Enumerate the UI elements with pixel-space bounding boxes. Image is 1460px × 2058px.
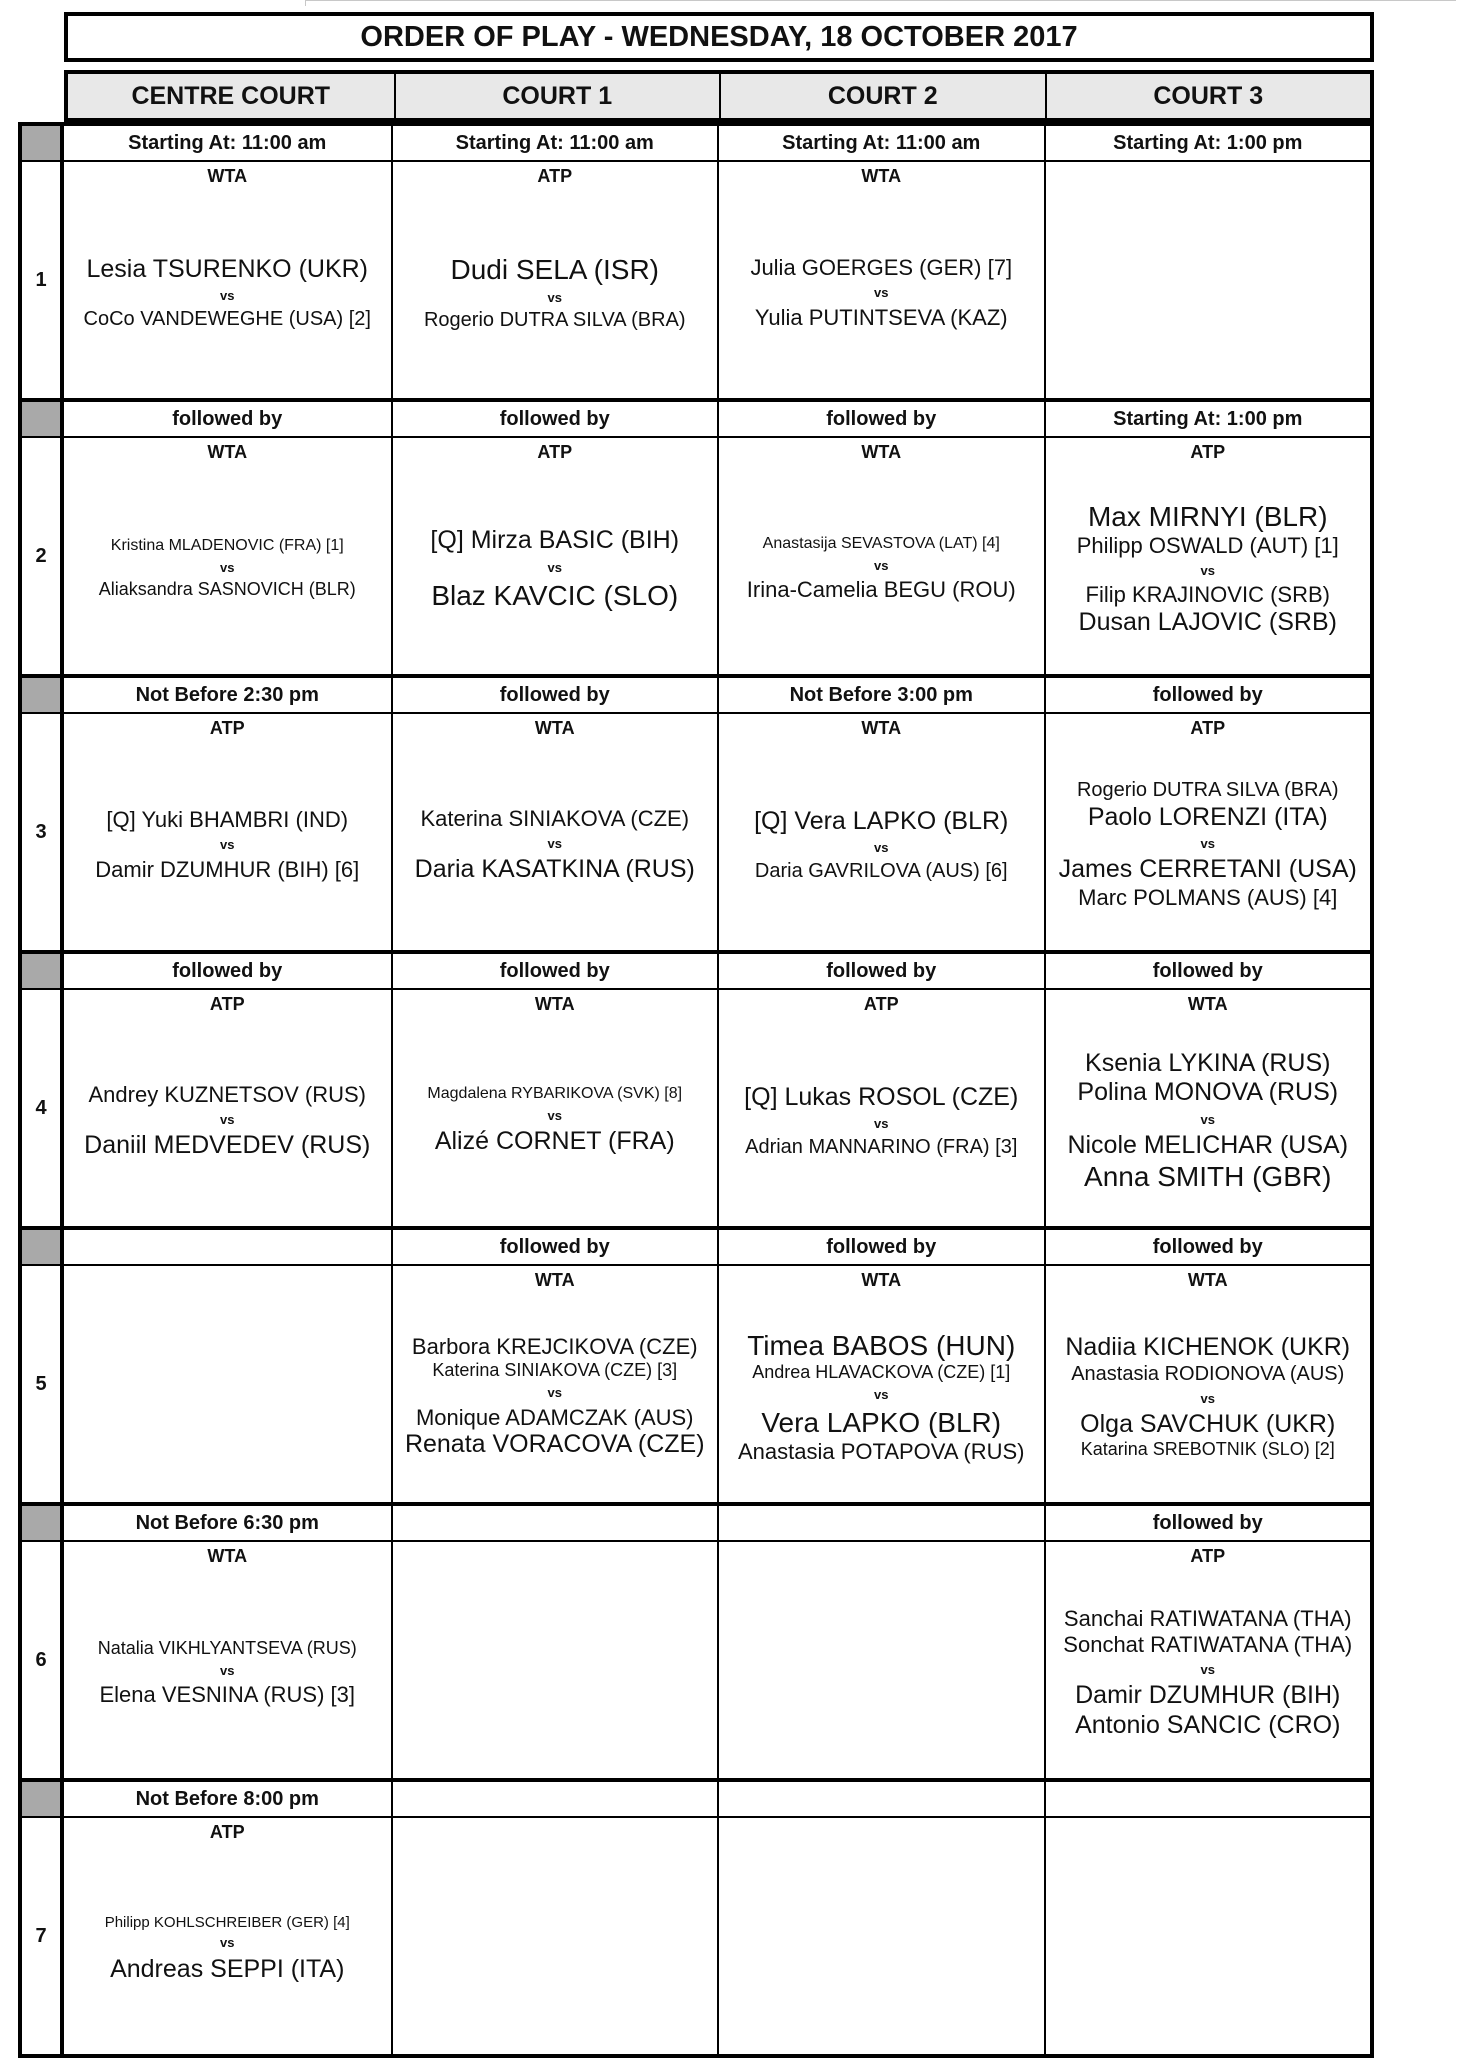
- vs-label: vs: [1200, 1111, 1215, 1127]
- vs-label: vs: [874, 1386, 889, 1402]
- slot-header-row: [22, 954, 1370, 990]
- slot-start-time: followed by: [391, 1230, 718, 1264]
- player-name: Andreas SEPPI (ITA): [110, 1954, 345, 1983]
- player-name: Olga SAVCHUK (UKR): [1080, 1409, 1336, 1438]
- match-players: [64, 744, 391, 946]
- slot-marker: [22, 954, 64, 988]
- match-players: [719, 744, 1044, 946]
- match-cell: [391, 1266, 718, 1502]
- match-number: 6: [22, 1542, 64, 1778]
- page-title: ORDER OF PLAY - WEDNESDAY, 18 OCTOBER 2017: [64, 12, 1374, 62]
- slot-header-row: [22, 1782, 1370, 1818]
- player-name: Monique ADAMCZAK (AUS): [415, 1404, 694, 1430]
- time-slot: [22, 402, 1370, 678]
- match-number: 3: [22, 714, 64, 950]
- match-cell: [64, 714, 391, 950]
- slot-start-time: Starting At: 11:00 am: [391, 126, 718, 160]
- match-cell: [64, 990, 391, 1226]
- player-name: Sanchai RATIWATANA (THA): [1063, 1605, 1352, 1631]
- slot-start-time: followed by: [717, 402, 1044, 436]
- match-cell: [391, 990, 718, 1226]
- slot-start-time: [1044, 1782, 1371, 1816]
- slot-start-time: Not Before 3:00 pm: [717, 678, 1044, 712]
- tour-label: WTA: [861, 718, 902, 738]
- tour-label: ATP: [209, 1822, 245, 1842]
- player-name: CoCo VANDEWEGHE (USA) [2]: [83, 307, 371, 330]
- slot-start-time: followed by: [1044, 1506, 1371, 1540]
- match-cell: [717, 714, 1044, 950]
- slot-start-time: [717, 1506, 1044, 1540]
- player-name: Rogerio DUTRA SILVA (BRA): [423, 309, 686, 332]
- slot-header-row: [22, 126, 1370, 162]
- player-name: Ksenia LYKINA (RUS): [1085, 1048, 1331, 1077]
- slot-match-row: [22, 1818, 1370, 2058]
- player-name: Yulia PUTINTSEVA (KAZ): [754, 304, 1008, 330]
- court-header-3: COURT 3: [1045, 74, 1371, 118]
- vs-label: vs: [1200, 1661, 1215, 1677]
- match-players: [1046, 1572, 1371, 1774]
- slot-marker: [22, 1506, 64, 1540]
- tour-label: ATP: [1190, 1546, 1226, 1566]
- match-number: 7: [22, 1818, 64, 2054]
- tour-label: WTA: [534, 718, 575, 738]
- slot-marker: [22, 402, 64, 436]
- match-number: 4: [22, 990, 64, 1226]
- slot-match-row: [22, 438, 1370, 678]
- player-name: Andrea HLAVACKOVA (CZE) [1]: [752, 1361, 1011, 1382]
- slot-start-time: Not Before 8:00 pm: [135, 1788, 319, 1810]
- slot-header-row: [22, 1506, 1370, 1542]
- match-players: [393, 744, 718, 946]
- player-name: Filip KRAJINOVIC (SRB): [1085, 582, 1330, 608]
- player-name: Dudi SELA (ISR): [450, 254, 660, 286]
- slot-match-row: [22, 1266, 1370, 1506]
- match-players: [64, 1020, 391, 1222]
- match-cell: [64, 162, 391, 398]
- player-name: Marc POLMANS (AUS) [4]: [1078, 884, 1338, 910]
- player-name: Aliaksandra SASNOVICH (BLR): [98, 579, 356, 600]
- tour-label: WTA: [861, 166, 902, 186]
- slot-header-row: [22, 402, 1370, 438]
- vs-label: vs: [220, 1662, 235, 1678]
- slot-start-time: followed by: [1044, 954, 1371, 988]
- tour-label: WTA: [534, 1270, 575, 1290]
- slot-start-time: followed by: [391, 402, 718, 436]
- player-name: Philipp KOHLSCHREIBER (GER) [4]: [104, 1913, 350, 1931]
- match-players: [1046, 744, 1371, 946]
- court-header-2: COURT 2: [719, 74, 1045, 118]
- vs-label: vs: [1200, 1390, 1215, 1406]
- match-players: [64, 192, 391, 394]
- slot-start-time: Starting At: 11:00 am: [717, 126, 1044, 160]
- page-top-edge: [305, 0, 1456, 6]
- vs-label: vs: [874, 285, 889, 301]
- court-header-row: [64, 70, 1374, 122]
- player-name: Rogerio DUTRA SILVA (BRA): [1076, 779, 1339, 802]
- match-players: [64, 1848, 391, 2050]
- player-name: Barbora KREJCIKOVA (CZE): [411, 1334, 698, 1360]
- match-players: [719, 468, 1044, 670]
- tour-label: ATP: [1190, 442, 1226, 462]
- vs-label: vs: [874, 840, 889, 856]
- tour-label: ATP: [209, 994, 245, 1014]
- empty-match-cell: [64, 1266, 391, 1502]
- slot-match-row: [22, 1542, 1370, 1782]
- empty-match-cell: [391, 1542, 718, 1778]
- tour-label: WTA: [207, 1546, 248, 1566]
- slot-start-time: followed by: [1044, 1230, 1371, 1264]
- match-cell: [64, 1818, 391, 2054]
- tour-label: WTA: [1187, 1270, 1228, 1290]
- player-name: Anna SMITH (GBR): [1084, 1161, 1332, 1193]
- match-cell: [717, 438, 1044, 674]
- match-players: [64, 468, 391, 670]
- player-name: Anastasia RODIONOVA (AUS): [1071, 1362, 1345, 1385]
- slot-start-time: followed by: [717, 1230, 1044, 1264]
- empty-match-cell: [1044, 162, 1371, 398]
- player-name: [Q] Lukas ROSOL (CZE): [744, 1082, 1019, 1111]
- player-name: Vera LAPKO (BLR): [761, 1407, 1002, 1439]
- match-cell: [1044, 1542, 1371, 1778]
- player-name: Polina MONOVA (RUS): [1077, 1078, 1339, 1107]
- vs-label: vs: [1200, 836, 1215, 852]
- player-name: [Q] Yuki BHAMBRI (IND): [106, 807, 349, 833]
- player-name: Elena VESNINA (RUS) [3]: [99, 1682, 356, 1708]
- player-name: Kristina MLADENOVIC (FRA) [1]: [110, 537, 344, 555]
- vs-label: vs: [1200, 563, 1215, 579]
- player-name: Damir DZUMHUR (BIH): [1075, 1681, 1341, 1710]
- player-name: Natalia VIKHLYANTSEVA (RUS): [97, 1637, 357, 1658]
- schedule-table: [18, 122, 1374, 2058]
- match-players: [64, 1572, 391, 1774]
- vs-label: vs: [220, 1935, 235, 1951]
- player-name: [Q] Vera LAPKO (BLR): [754, 806, 1009, 835]
- player-name: Anastasia POTAPOVA (RUS): [738, 1439, 1025, 1465]
- match-players: [393, 468, 718, 670]
- tour-label: WTA: [1187, 994, 1228, 1014]
- tour-label: WTA: [207, 442, 248, 462]
- tour-label: WTA: [207, 166, 248, 186]
- player-name: Nicole MELICHAR (USA): [1067, 1130, 1349, 1159]
- time-slot: [22, 126, 1370, 402]
- match-players: [719, 192, 1044, 394]
- slot-start-time: followed by: [391, 678, 718, 712]
- player-name: Max MIRNYI (BLR): [1087, 501, 1328, 533]
- match-cell: [391, 438, 718, 674]
- slot-marker: [22, 1230, 64, 1264]
- time-slot: [22, 1230, 1370, 1506]
- tour-label: ATP: [537, 442, 573, 462]
- match-players: [393, 192, 718, 394]
- tour-label: WTA: [861, 442, 902, 462]
- slot-start-time: followed by: [172, 408, 283, 430]
- slot-start-time: followed by: [391, 954, 718, 988]
- slot-start-time: followed by: [172, 960, 283, 982]
- match-cell: [1044, 438, 1371, 674]
- tour-label: ATP: [1190, 718, 1226, 738]
- empty-match-cell: [391, 1818, 718, 2054]
- vs-label: vs: [220, 560, 235, 576]
- slot-start-time: [391, 1782, 718, 1816]
- player-name: Katerina SINIAKOVA (CZE): [420, 805, 690, 831]
- match-cell: [64, 1542, 391, 1778]
- slot-match-row: [22, 990, 1370, 1230]
- player-name: Blaz KAVCIC (SLO): [431, 579, 679, 611]
- match-number: 1: [22, 162, 64, 398]
- player-name: Timea BABOS (HUN): [747, 1329, 1016, 1361]
- player-name: Katerina SINIAKOVA (CZE) [3]: [432, 1359, 678, 1380]
- empty-match-cell: [1044, 1818, 1371, 2054]
- slot-marker: [22, 126, 64, 160]
- player-name: Adrian MANNARINO (FRA) [3]: [745, 1135, 1018, 1158]
- player-name: Julia GOERGES (GER) [7]: [750, 255, 1013, 281]
- player-name: Nadiia KICHENOK (UKR): [1065, 1333, 1351, 1362]
- match-players: [1046, 468, 1371, 670]
- slot-match-row: [22, 162, 1370, 402]
- player-name: Renata VORACOVA (CZE): [404, 1430, 705, 1459]
- court-header-centre: CENTRE COURT: [131, 82, 331, 110]
- player-name: Daniil MEDVEDEV (RUS): [84, 1130, 371, 1159]
- tour-label: ATP: [863, 994, 899, 1014]
- player-name: Irina-Camelia BEGU (ROU): [746, 577, 1016, 603]
- court-header-1: COURT 1: [394, 74, 720, 118]
- match-number: 5: [22, 1266, 64, 1502]
- slot-marker: [22, 1782, 64, 1816]
- slot-start-time: [717, 1782, 1044, 1816]
- player-name: Magdalena RYBARIKOVA (SVK) [8]: [427, 1085, 683, 1103]
- match-cell: [717, 162, 1044, 398]
- time-slot: [22, 1782, 1370, 2058]
- player-name: Daria KASATKINA (RUS): [414, 854, 695, 883]
- match-players: [393, 1296, 718, 1498]
- vs-label: vs: [547, 1108, 562, 1124]
- player-name: Paolo LORENZI (ITA): [1087, 802, 1328, 831]
- vs-label: vs: [874, 557, 889, 573]
- match-cell: [1044, 714, 1371, 950]
- match-players: [1046, 1296, 1371, 1498]
- vs-label: vs: [547, 835, 562, 851]
- time-slot: [22, 1506, 1370, 1782]
- player-name: Lesia TSURENKO (UKR): [86, 254, 369, 283]
- player-name: Daria GAVRILOVA (AUS) [6]: [754, 859, 1008, 882]
- time-slot: [22, 954, 1370, 1230]
- tour-label: WTA: [861, 1270, 902, 1290]
- player-name: Sonchat RATIWATANA (THA): [1063, 1631, 1353, 1657]
- tour-label: ATP: [537, 166, 573, 186]
- match-cell: [717, 1266, 1044, 1502]
- player-name: Anastasija SEVASTOVA (LAT) [4]: [762, 534, 1000, 552]
- player-name: Andrey KUZNETSOV (RUS): [88, 1081, 366, 1107]
- match-players: [1046, 1020, 1371, 1222]
- player-name: Dusan LAJOVIC (SRB): [1078, 608, 1337, 637]
- slot-start-time: Not Before 2:30 pm: [135, 684, 319, 706]
- vs-label: vs: [220, 1111, 235, 1127]
- slot-start-time: followed by: [1044, 678, 1371, 712]
- vs-label: vs: [220, 288, 235, 304]
- player-name: Damir DZUMHUR (BIH) [6]: [95, 856, 360, 882]
- match-number: 2: [22, 438, 64, 674]
- match-players: [719, 1020, 1044, 1222]
- slot-start-time: followed by: [717, 954, 1044, 988]
- vs-label: vs: [874, 1116, 889, 1132]
- player-name: Alizé CORNET (FRA): [434, 1127, 675, 1156]
- match-cell: [391, 714, 718, 950]
- match-cell: [1044, 990, 1371, 1226]
- tour-label: WTA: [534, 994, 575, 1014]
- vs-label: vs: [220, 837, 235, 853]
- player-name: James CERRETANI (USA): [1058, 855, 1357, 884]
- match-cell: [64, 438, 391, 674]
- match-cell: [717, 990, 1044, 1226]
- slot-start-time: Starting At: 1:00 pm: [1044, 126, 1371, 160]
- slot-match-row: [22, 714, 1370, 954]
- slot-start-time: [64, 1230, 391, 1264]
- time-slot: [22, 678, 1370, 954]
- player-name: Katarina SREBOTNIK (SLO) [2]: [1080, 1439, 1335, 1460]
- player-name: Antonio SANCIC (CRO): [1075, 1710, 1341, 1739]
- tour-label: ATP: [209, 718, 245, 738]
- slot-start-time: [391, 1506, 718, 1540]
- match-players: [719, 1296, 1044, 1498]
- match-cell: [391, 162, 718, 398]
- match-players: [393, 1020, 718, 1222]
- slot-header-row: [22, 1230, 1370, 1266]
- slot-start-time: Starting At: 1:00 pm: [1044, 402, 1371, 436]
- player-name: Philipp OSWALD (AUT) [1]: [1076, 533, 1339, 559]
- slot-start-time: Starting At: 11:00 am: [128, 132, 327, 154]
- vs-label: vs: [547, 1385, 562, 1401]
- vs-label: vs: [547, 559, 562, 575]
- empty-match-cell: [717, 1542, 1044, 1778]
- slot-marker: [22, 678, 64, 712]
- slot-header-row: [22, 678, 1370, 714]
- player-name: [Q] Mirza BASIC (BIH): [430, 526, 680, 555]
- match-cell: [1044, 1266, 1371, 1502]
- empty-match-cell: [717, 1818, 1044, 2054]
- slot-start-time: Not Before 6:30 pm: [135, 1512, 319, 1534]
- vs-label: vs: [547, 290, 562, 306]
